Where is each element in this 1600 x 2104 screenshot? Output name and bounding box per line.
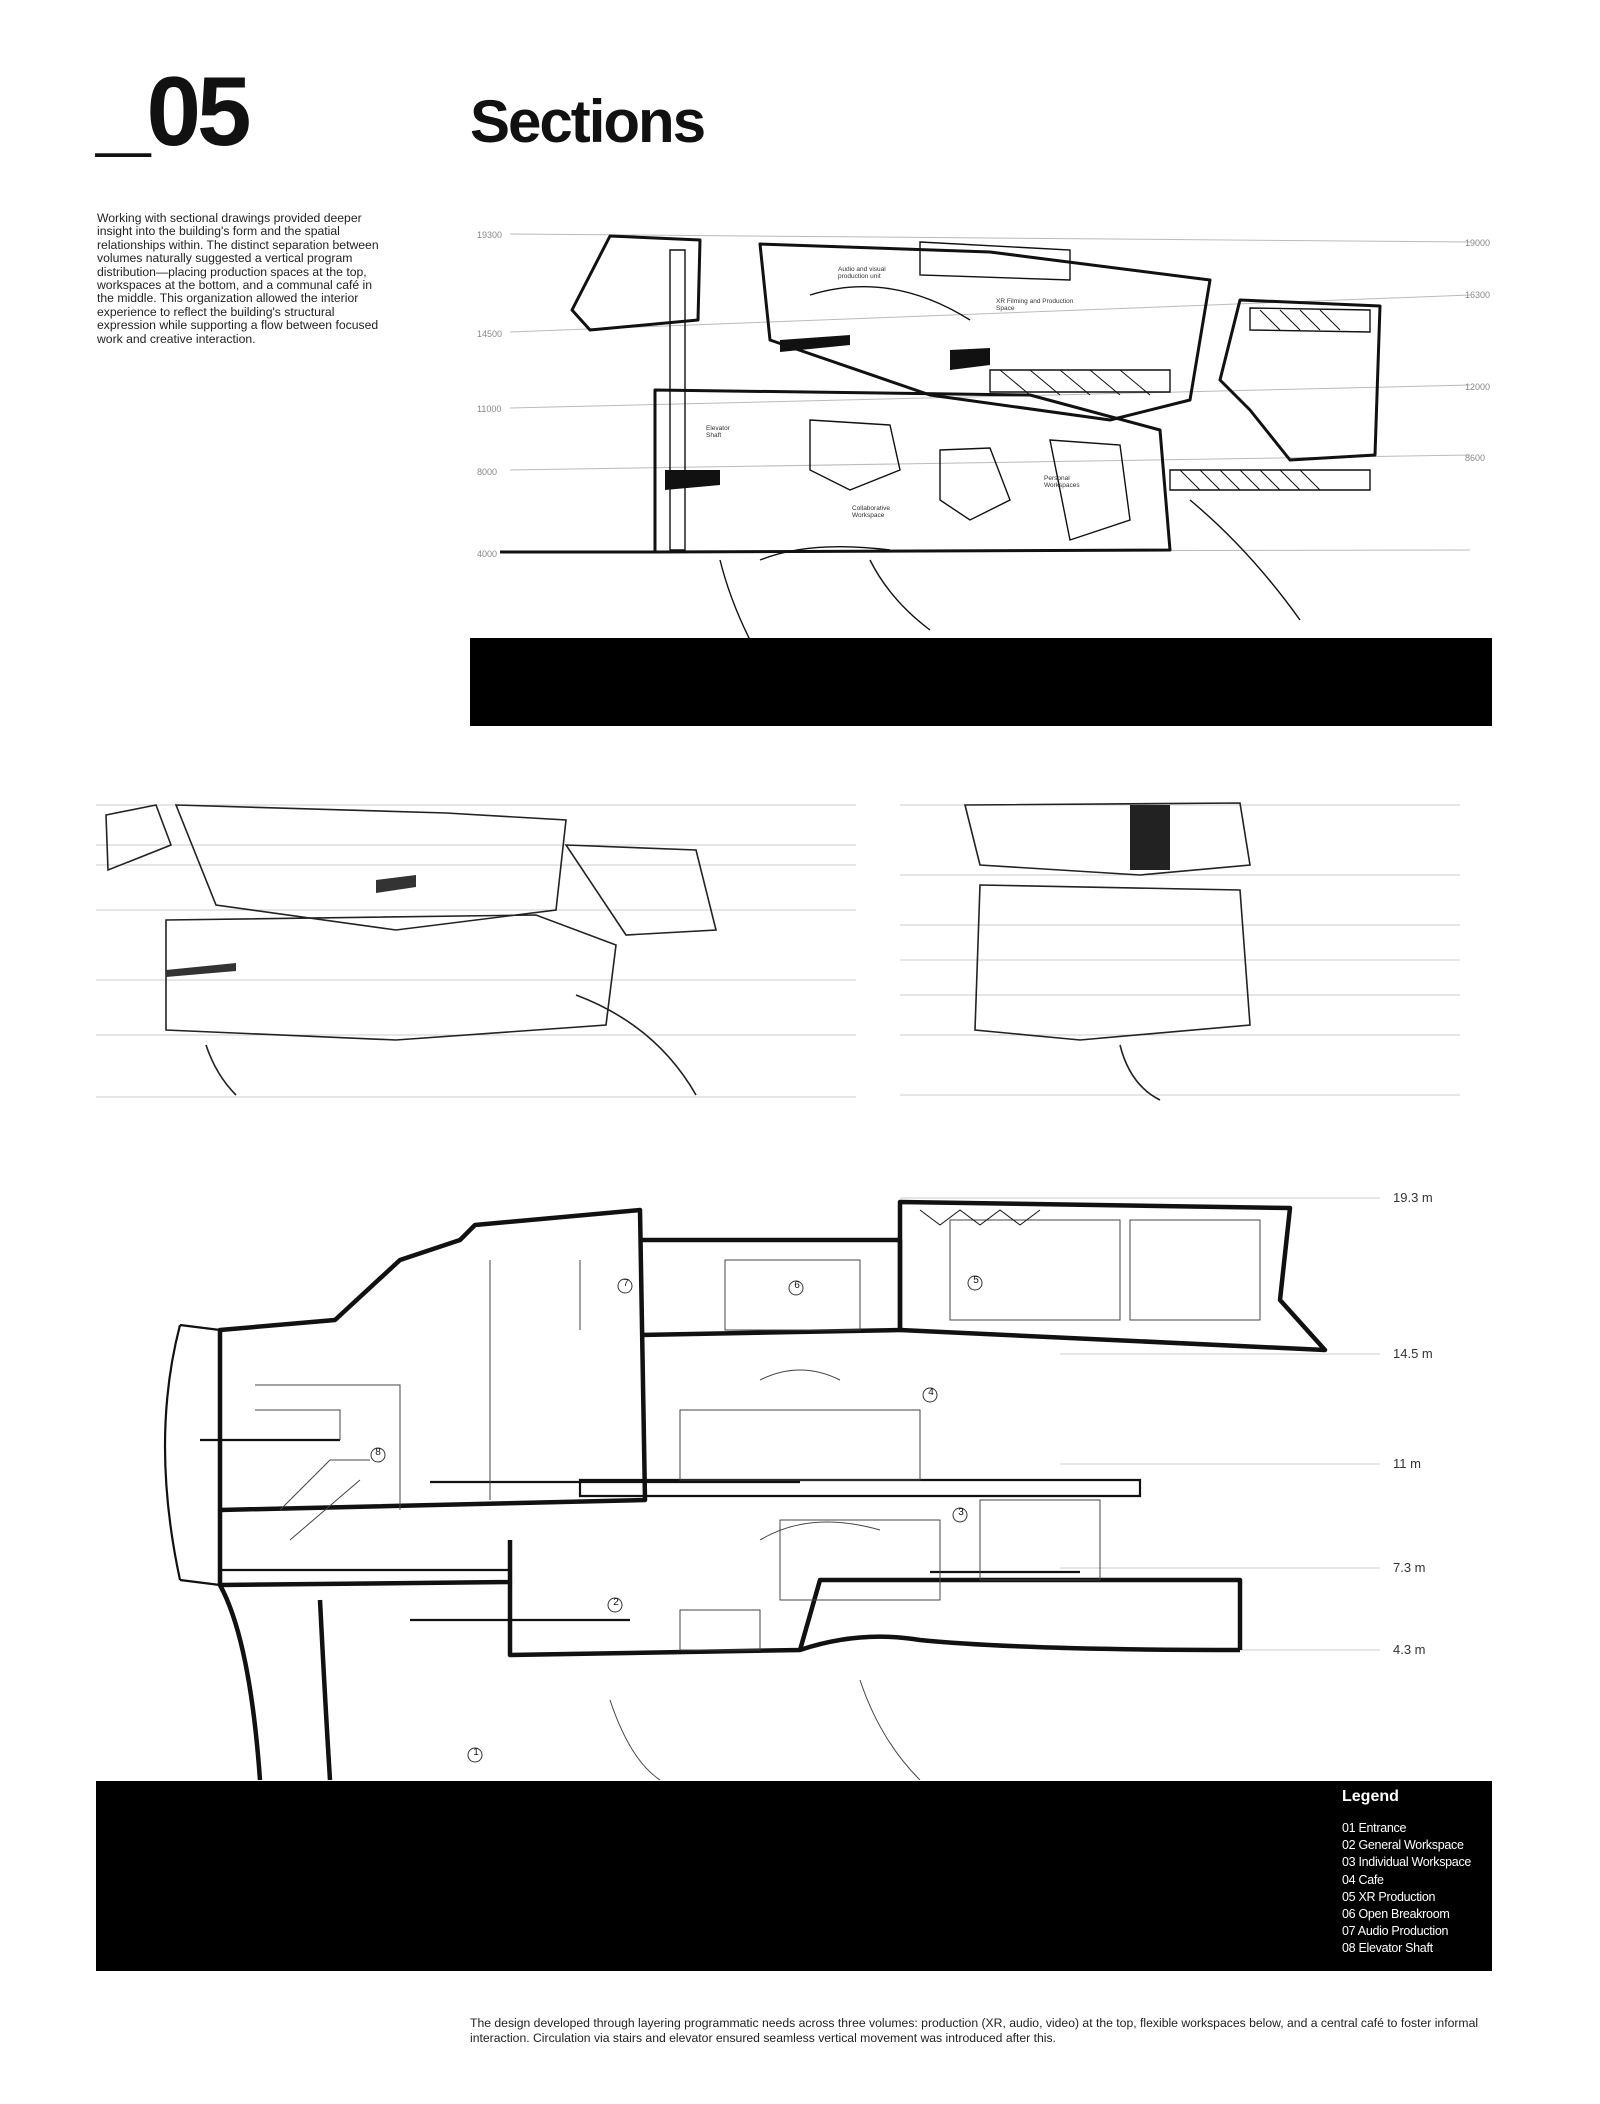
room-label-personal: Personal Workspaces — [1044, 475, 1080, 489]
room-number-4: 4 — [928, 1387, 934, 1398]
legend-item: 04 Cafe — [1342, 1872, 1384, 1887]
elevation-label-14-5: 14.5 m — [1393, 1346, 1433, 1361]
legend-item: 08 Elevator Shaft — [1342, 1941, 1433, 1956]
section-a-level-right-2: 16300 — [1465, 290, 1491, 300]
legend — [1342, 1788, 1492, 1958]
page-number: _05 — [96, 56, 248, 166]
elevation-label-4-3: 4.3 m — [1393, 1642, 1426, 1657]
section-drawing-b-right — [900, 795, 1460, 1105]
section-drawing-b-left — [96, 795, 856, 1105]
elevation-label-11: 11 m — [1393, 1456, 1421, 1471]
section-drawing-main — [160, 1180, 1410, 1780]
section-a-level-right-1: 19000 — [1465, 238, 1491, 248]
legend-item: 03 Individual Workspace — [1342, 1855, 1472, 1870]
section-a-level-left-4: 8000 — [477, 467, 498, 477]
black-band-bottom — [96, 1781, 1492, 1971]
room-number-6: 6 — [794, 1280, 800, 1291]
room-label-xr-filming: XR Filming and Production Space — [996, 298, 1074, 312]
room-label-audio-visual: Audio and visual production unit — [838, 266, 886, 280]
room-number-5: 5 — [973, 1275, 979, 1286]
legend-item: 01 Entrance — [1342, 1821, 1407, 1835]
intro-text: Working with sectional drawings provided deeper insight into the building's form and the spatial relationships within. The distinct separation between volumes naturally suggested a vertical program distribution—placing production spaces at the top, workspaces at the bottom, and a communal café in the middle. This organization allowed the interior experience to reflect the building's structural expression while supporting a flow between focused work and creative interaction. — [97, 211, 379, 346]
legend-item: 07 Audio Production — [1342, 1924, 1449, 1939]
room-number-8: 8 — [375, 1447, 381, 1458]
section-a-level-left-2: 14500 — [477, 329, 503, 339]
section-a-level-left-1: 19300 — [477, 230, 503, 240]
elevation-label-19-3: 19.3 m — [1393, 1190, 1433, 1205]
room-number-1: 1 — [473, 1747, 479, 1758]
caption-text: The design developed through layering programmatic needs across three volumes: production (XR, audio, video) at the top, flexible workspaces below, and a central café to foster informal interaction. Circulation via stairs and elevator ensured seamless vertical movement was introduced after this. — [470, 2016, 1479, 2045]
elevation-label-7-3: 7.3 m — [1393, 1560, 1426, 1575]
room-number-3: 3 — [958, 1507, 964, 1518]
black-band-top — [470, 638, 1492, 726]
legend-item: 05 XR Production — [1342, 1889, 1436, 1904]
room-number-7: 7 — [623, 1278, 629, 1289]
room-number-2: 2 — [613, 1597, 619, 1608]
legend-item: 02 General Workspace — [1342, 1838, 1464, 1853]
legend-item: 06 Open Breakroom — [1342, 1907, 1450, 1922]
room-label-collaborative: Collaborative Workspace — [852, 505, 890, 519]
section-drawing-a — [470, 220, 1500, 640]
legend-title: Legend — [1342, 1788, 1399, 1805]
section-a-level-left-5: 4000 — [477, 549, 498, 559]
section-a-level-right-4: 8600 — [1465, 453, 1486, 463]
section-a-level-right-3: 12000 — [1465, 382, 1491, 392]
page-title: Sections — [470, 88, 705, 155]
section-a-level-left-3: 11000 — [477, 404, 502, 414]
room-label-elevator-shaft: Elevator Shaft — [706, 425, 730, 439]
